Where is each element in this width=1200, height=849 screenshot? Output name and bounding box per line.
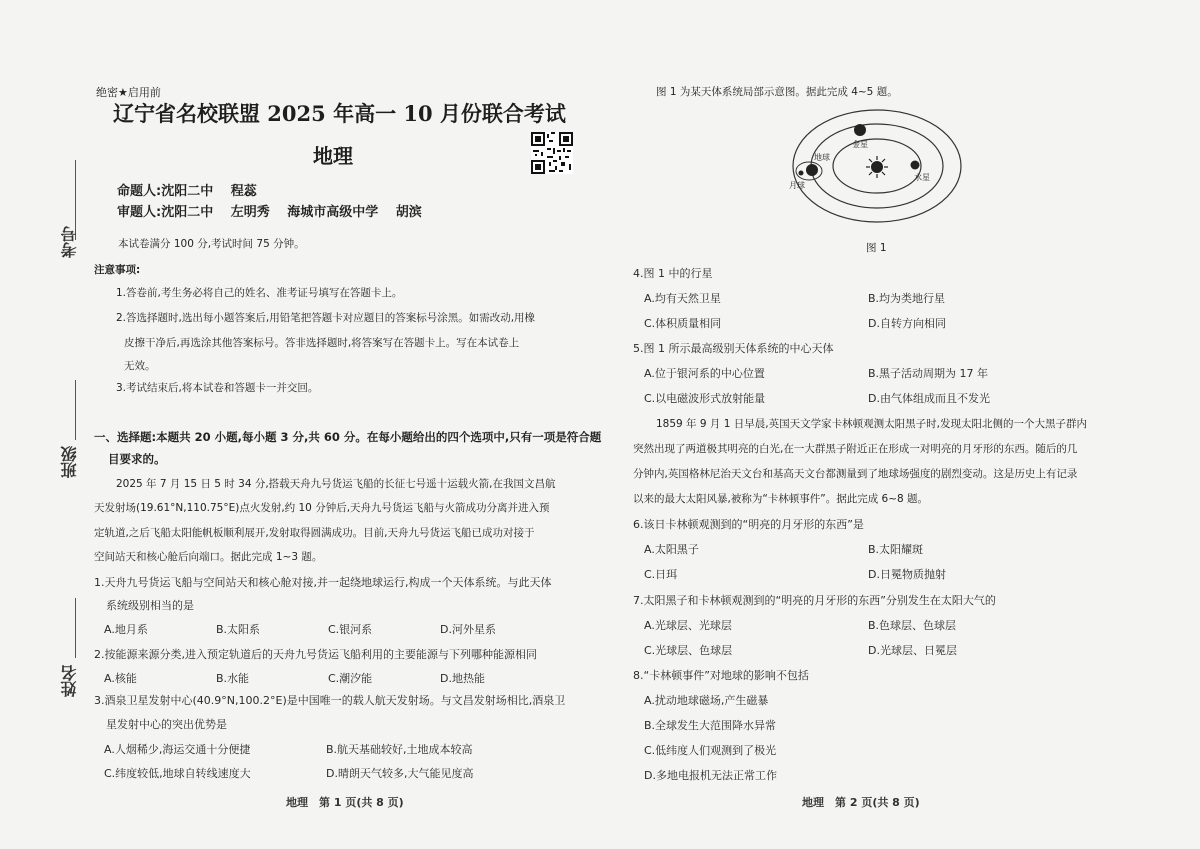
q3-option-a[interactable]: A.人烟稀少,海运交通十分便捷 bbox=[104, 743, 251, 756]
q4-option-d[interactable]: D.自转方向相同 bbox=[868, 317, 946, 330]
notes-heading: 注意事项: bbox=[94, 264, 141, 276]
q7-option-c[interactable]: C.光球层、色球层 bbox=[644, 644, 733, 657]
q6-option-a[interactable]: A.太阳黑子 bbox=[644, 543, 699, 556]
class-line bbox=[75, 380, 76, 440]
passage2-line-c: 分钟内,英国格林尼治天文台和基高天文台都测量到了地球场强度的剧烈变动。这是历史上有记录 bbox=[633, 468, 1078, 480]
q8-option-c[interactable]: C.低纬度人们观测到了极光 bbox=[644, 744, 777, 757]
passage2-line-b: 突然出现了两道极其明亮的白光,在一大群黑子附近正在形成一对明亮的月牙形的东西。随后的几 bbox=[633, 443, 1078, 455]
q6-option-c[interactable]: C.日珥 bbox=[644, 568, 678, 581]
q8-option-a[interactable]: A.扰动地球磁场,产生磁暴 bbox=[644, 694, 769, 707]
q6-option-d[interactable]: D.日冕物质抛射 bbox=[868, 568, 946, 581]
class-label: 班级 bbox=[60, 446, 79, 478]
footer-page-1: 地理 第 1 页(共 8 页) bbox=[286, 796, 404, 809]
q6-stem: 6.该日卡林顿观测到的“明亮的月牙形的东西”是 bbox=[633, 518, 864, 531]
passage2-line-d: 以来的最大太阳风暴,被称为“卡林顿事件”。据此完成 6~8 题。 bbox=[633, 493, 929, 505]
q3-option-d[interactable]: D.晴朗天气较多,大气能见度高 bbox=[326, 767, 474, 780]
figure-caption: 图 1 bbox=[866, 242, 887, 254]
notes-item-1: 1.答卷前,考生务必将自己的姓名、准考证号填写在答题卡上。 bbox=[116, 287, 403, 299]
notes-item-2c: 无效。 bbox=[124, 360, 156, 372]
q1-stem-b: 系统级别相当的是 bbox=[106, 599, 194, 612]
q4-option-c[interactable]: C.体积质量相同 bbox=[644, 317, 722, 330]
mercury-icon bbox=[911, 161, 920, 170]
name-line bbox=[75, 598, 76, 658]
reviewer-line: 审题人:沈阳二中 左明秀 海城市高级中学 胡滨 bbox=[117, 205, 422, 220]
q4-option-a[interactable]: A.均有天然卫星 bbox=[644, 292, 721, 305]
q2-option-b[interactable]: B.水能 bbox=[216, 672, 250, 685]
setter-line: 命题人:沈阳二中 程蕊 bbox=[117, 184, 257, 199]
passage1-line-a: 2025 年 7 月 15 日 5 时 34 分,搭载天舟九号货运飞船的长征七号遥十运载火箭,在我国文昌航 bbox=[116, 478, 556, 490]
passage2-line-a: 1859 年 9 月 1 日早晨,英国天文学家卡林顿观测太阳黑子时,发现太阳北侧的一个大黑子群内 bbox=[656, 418, 1087, 430]
q5-option-b[interactable]: B.黑子活动周期为 17 年 bbox=[868, 367, 989, 380]
q3-option-c[interactable]: C.纬度较低,地球自转线速度大 bbox=[104, 767, 251, 780]
q5-option-c[interactable]: C.以电磁波形式放射能量 bbox=[644, 392, 766, 405]
secret-mark: 绝密★启用前 bbox=[96, 86, 161, 99]
q1-stem-a: 1.天舟九号货运飞船与空间站天和核心舱对接,并一起绕地球运行,构成一个天体系统。与此天体 bbox=[94, 576, 552, 589]
name-label: 姓名 bbox=[60, 665, 79, 697]
q7-stem: 7.太阳黑子和卡林顿观测到的“明亮的月牙形的东西”分别发生在太阳大气的 bbox=[633, 594, 996, 607]
q8-option-d[interactable]: D.多地电报机无法正常工作 bbox=[644, 769, 777, 782]
moon-icon bbox=[799, 171, 804, 176]
q4-option-b[interactable]: B.均为类地行星 bbox=[868, 292, 946, 305]
q5-option-a[interactable]: A.位于银河系的中心位置 bbox=[644, 367, 765, 380]
passage1-line-d: 空间站天和核心舱后向端口。据此完成 1~3 题。 bbox=[94, 551, 323, 563]
q8-stem: 8.“卡林顿事件”对地球的影响不包括 bbox=[633, 669, 809, 682]
solar-system-figure bbox=[780, 106, 970, 236]
passage1-line-b: 天发射场(19.61°N,110.75°E)点火发射,约 10 分钟后,天舟九号货运飞船与火箭成功分离并进入预 bbox=[94, 502, 550, 514]
label-venus: 金星 bbox=[852, 140, 868, 149]
q2-option-d[interactable]: D.地热能 bbox=[440, 672, 485, 685]
qr-code-icon bbox=[531, 132, 573, 174]
q8-option-b[interactable]: B.全球发生大范围降水异常 bbox=[644, 719, 777, 732]
label-earth: 地球 bbox=[814, 153, 830, 162]
q5-option-d[interactable]: D.由气体组成而且不发光 bbox=[868, 392, 990, 405]
q1-option-d[interactable]: D.河外星系 bbox=[440, 623, 496, 636]
q1-option-b[interactable]: B.太阳系 bbox=[216, 623, 261, 636]
q6-option-b[interactable]: B.太阳耀斑 bbox=[868, 543, 924, 556]
notes-item-2b: 皮擦干净后,再选涂其他答案标号。答非选择题时,将答案写在答题卡上。写在本试卷上 bbox=[124, 337, 520, 349]
q3-stem-b: 星发射中心的突出优势是 bbox=[106, 718, 227, 731]
q4-stem: 4.图 1 中的行星 bbox=[633, 267, 713, 280]
exam-no-label: 考号 bbox=[60, 226, 79, 258]
q5-stem: 5.图 1 所示最高级别天体系统的中心天体 bbox=[633, 342, 834, 355]
q2-option-c[interactable]: C.潮汐能 bbox=[328, 672, 373, 685]
score-info: 本试卷满分 100 分,考试时间 75 分钟。 bbox=[118, 238, 305, 250]
label-moon: 月球 bbox=[789, 181, 805, 190]
notes-item-3: 3.考试结束后,将本试卷和答题卡一并交回。 bbox=[116, 382, 319, 394]
section-heading-b: 目要求的。 bbox=[108, 452, 166, 466]
q1-option-a[interactable]: A.地月系 bbox=[104, 623, 148, 636]
earth-icon bbox=[806, 164, 818, 176]
q3-option-b[interactable]: B.航天基础较好,土地成本较高 bbox=[326, 743, 473, 756]
label-mercury: 水星 bbox=[914, 173, 930, 182]
passage1-line-c: 定轨道,之后飞船太阳能帆板顺利展开,发射取得圆满成功。目前,天舟九号货运飞船已成功对接于 bbox=[94, 527, 535, 539]
q7-option-b[interactable]: B.色球层、色球层 bbox=[868, 619, 957, 632]
footer-page-2: 地理 第 2 页(共 8 页) bbox=[802, 796, 920, 809]
sun-icon bbox=[866, 156, 888, 178]
notes-item-2a: 2.答选择题时,选出每小题答案后,用铅笔把答题卡对应题目的答案标号涂黑。如需改动,用橡 bbox=[116, 312, 536, 324]
venus-icon bbox=[854, 124, 866, 136]
figure-intro: 图 1 为某天体系统局部示意图。据此完成 4~5 题。 bbox=[656, 86, 898, 98]
q3-stem-a: 3.酒泉卫星发射中心(40.9°N,100.2°E)是中国唯一的载人航天发射场。与文昌发射场相比,酒泉卫 bbox=[94, 694, 566, 707]
q2-option-a[interactable]: A.核能 bbox=[104, 672, 137, 685]
q7-option-a[interactable]: A.光球层、光球层 bbox=[644, 619, 732, 632]
exam-title: 辽宁省名校联盟 2025 年高一 10 月份联合考试 bbox=[113, 101, 566, 126]
q2-stem: 2.按能源来源分类,进入预定轨道后的天舟九号货运飞船利用的主要能源与下列哪种能源相同 bbox=[94, 648, 537, 661]
section-heading-a: 一、选择题:本题共 20 小题,每小题 3 分,共 60 分。在每小题给出的四个选项中,只有一项是符合题 bbox=[94, 430, 602, 444]
q1-option-c[interactable]: C.银河系 bbox=[328, 623, 373, 636]
subject-title: 地理 bbox=[313, 144, 353, 168]
q7-option-d[interactable]: D.光球层、日冕层 bbox=[868, 644, 957, 657]
